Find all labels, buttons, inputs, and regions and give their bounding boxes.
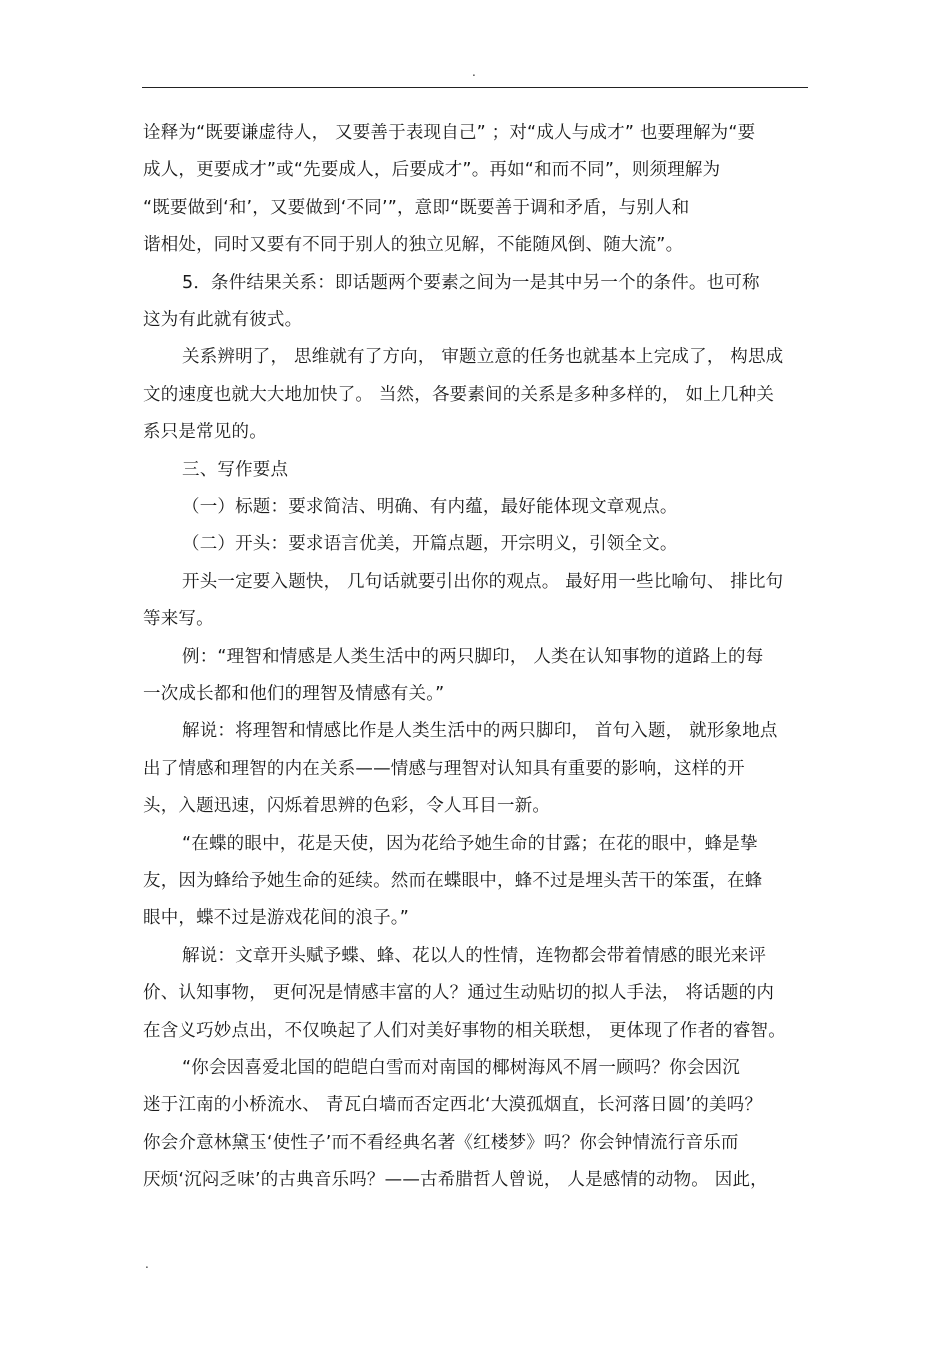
text-line: 关系辨明了， 思维就有了方向， 审题立意的任务也就基本上完成了， 构思成 xyxy=(182,347,784,368)
text-line: 开头一定要入题快， 几句话就要引出你的观点。 最好用一些比喻句、 排比句 xyxy=(182,571,784,592)
text-line: 系只是常见的。 xyxy=(143,422,267,443)
text-line: 一次成长都和他们的理智及情感有关。” xyxy=(143,684,445,704)
text-line: “在蝶的眼中，花是天使，因为花给予她生命的甘露；在花的眼中，蜂是挚 xyxy=(182,833,758,854)
text-line: 诠释为“既要谦虚待人， 又要善于表现自己” ；对“成人与成才” 也要理解为“要 xyxy=(143,123,756,143)
text-line: 这为有此就有彼式。 xyxy=(143,310,303,330)
text-line: 头，入题迅速，闪烁着思辨的色彩，令人耳目一新。 xyxy=(143,796,551,817)
text-line: （一）标题：要求简洁、明确、有内蕴，最好能体现文章观点。 xyxy=(182,497,678,517)
text-line: 迷于江南的小桥流水、 青瓦白墙而否定西北‘大漠孤烟直，长河落日圆’的美吗？ xyxy=(143,1095,763,1116)
text-line: 成人，更要成才”或“先要成人，后要成才”。再如“和而不同”，则须理解为 xyxy=(143,160,721,181)
text-line: 例：“理智和情感是人类生活中的两只脚印， 人类在认知事物的道路上的每 xyxy=(182,646,764,667)
header-mark: . xyxy=(472,65,476,79)
text-line: “你会因喜爱北国的皑皑白雪而对南国的椰树海风不屑一顾吗？你会因沉 xyxy=(182,1058,740,1078)
text-line: 三、写作要点 xyxy=(182,459,289,480)
text-line: 文的速度也就大大地加快了。 当然，各要素间的关系是多种多样的， 如上几种关 xyxy=(143,384,775,405)
text-line: “既要做到‘和’，又要做到‘不同’”，意即“既要善于调和矛盾，与别人和 xyxy=(143,197,690,218)
text-line: 出了情感和理智的内在关系——情感与理智对认知具有重要的影响，这样的开 xyxy=(143,758,745,779)
text-line: 等来写。 xyxy=(143,609,214,630)
text-line: 价、认知事物， 更何况是情感丰富的人？通过生动贴切的拟人手法， 将话题的内 xyxy=(143,983,775,1004)
text-line: 谐相处，同时又要有不同于别人的独立见解，不能随风倒、随大流”。 xyxy=(143,235,684,256)
text-line: （二）开头：要求语言优美，开篇点题，开宗明义，引领全文。 xyxy=(182,534,678,555)
text-line: 你会介意林黛玉‘使性子’而不看经典名著《红楼梦》吗？你会钟情流行音乐而 xyxy=(143,1132,739,1153)
header-rule xyxy=(142,87,808,88)
text-line: 在含义巧妙点出，不仅唤起了人们对美好事物的相关联想， 更体现了作者的睿智。 xyxy=(143,1020,786,1041)
text-line: 友，因为蜂给予她生命的延续。然而在蝶眼中，蜂不过是埋头苦干的笨蛋，在蜂 xyxy=(143,871,763,891)
text-line: 5．条件结果关系：即话题两个要素之间为一是其中另一个的条件。也可称 xyxy=(182,272,760,293)
text-line: 厌烦‘沉闷乏味’的古典音乐吗？——古希腊哲人曾说， 人是感情的动物。 因此， xyxy=(143,1170,768,1191)
footer-mark: . xyxy=(145,1257,149,1271)
text-line: 解说：将理智和情感比作是人类生活中的两只脚印， 首句入题， 就形象地点 xyxy=(182,721,778,742)
text-line: 眼中，蝶不过是游戏花间的浪子。” xyxy=(143,908,410,929)
text-line: 解说：文章开头赋予蝶、蜂、花以人的性情，连物都会带着情感的眼光来评 xyxy=(182,945,767,966)
